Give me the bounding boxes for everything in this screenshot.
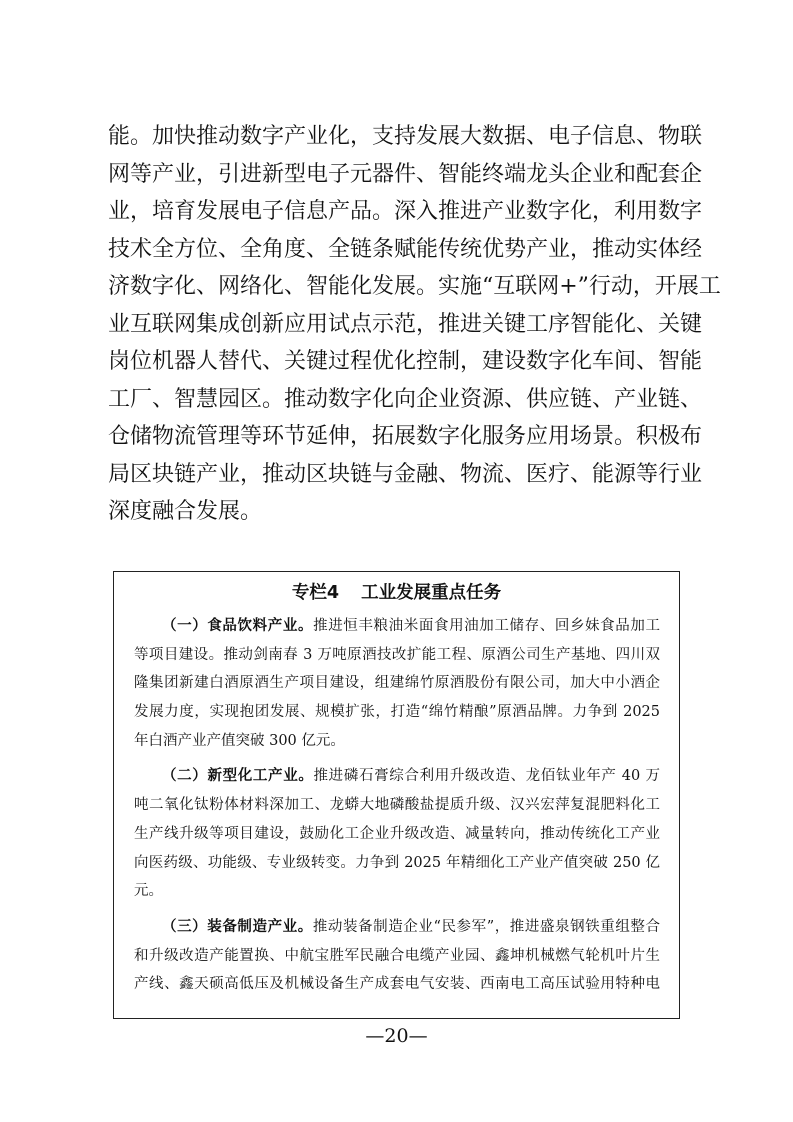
body-line: 局区块链产业，推动区块链与金融、物流、医疗、能源等行业 — [108, 461, 703, 487]
section-line: 元。 — [134, 883, 163, 900]
section-line: 发展力度，实现抱团发展、规模扩张，打造“绵竹精酿”原酒品牌。力争到 2025 — [134, 704, 660, 721]
body-line: 仓储物流管理等环节延伸，拓展数字化服务应用场景。积极布 — [108, 424, 703, 449]
section-first-line — [134, 612, 660, 641]
body-line: 深度融合发展。 — [108, 499, 263, 524]
section-line: 生产线升级等项目建设，鼓励化工企业升级改造、减量转向，推动传统化工产业 — [134, 825, 660, 842]
page-number: —20— — [365, 1025, 428, 1047]
body-text — [108, 118, 721, 531]
section-heading: （三）装备制造产业。 — [162, 918, 313, 935]
section-line: 等项目建设。推动剑南春 3 万吨原酒技改扩能工程、原酒公司生产基地、四川双 — [134, 646, 660, 663]
section-text: 推进磷石膏综合利用升级改造、龙佰钛业年产 40 万 — [313, 768, 661, 785]
section-first-line — [134, 762, 660, 791]
body-line: 网等产业，引进新型电子元器件、智能终端龙头企业和配套企 — [108, 161, 703, 187]
section-heading: （二）新型化工产业。 — [162, 768, 314, 785]
body-line: 业，培育发展电子信息产品。深入推进产业数字化，利用数字 — [108, 199, 703, 224]
section-line: 向医药级、功能级、专业级转变。力争到 2025 年精细化工产业产值突破 250 亿 — [134, 854, 660, 871]
column-box-label: 专栏4 — [291, 583, 340, 603]
column-box-heading: 工业发展重点任务 — [361, 583, 502, 603]
column-box — [113, 571, 680, 1019]
section-heading: （一）食品饮料产业。 — [162, 618, 314, 634]
section-line: 年白酒产业产值突破 300 亿元。 — [134, 732, 345, 749]
section-line: 吨二氧化钛粉体材料深加工、龙蟒大地磷酸盐提质升级、汉兴宏萍复混肥料化工 — [134, 797, 660, 814]
body-line: 业互联网集成创新应用试点示范，推进关键工序智能化、关键 — [108, 311, 703, 337]
section-first-line — [134, 913, 660, 942]
column-box-body — [134, 612, 660, 999]
section-line: 产线、鑫天硕高低压及机械设备生产成套电气安装、西南电工高压试验用特种电 — [134, 976, 660, 993]
section-line: 隆集团新建白酒原酒生产项目建设，组建绵竹原酒股份有限公司，加大中小酒企 — [134, 675, 660, 692]
body-line: 技术全方位、全角度、全链条赋能传统优势产业，推动实体经 — [108, 236, 703, 262]
section-text: 推进恒丰粮油米面食用油加工储存、回乡妹食品加工 — [313, 618, 660, 634]
body-line: 工厂、智慧园区。推动数字化向企业资源、供应链、产业链、 — [108, 386, 703, 412]
section-text: 推动装备制造企业“民参军”，推进盛泉钢铁重组整合 — [312, 918, 660, 935]
body-line: 能。加快推动数字产业化，支持发展大数据、电子信息、物联 — [108, 124, 703, 149]
body-line: 岗位机器人替代、关键过程优化控制，建设数字化车间、智能 — [108, 349, 703, 374]
body-line: 济数字化、网络化、智能化发展。实施“互联网+”行动，开展工 — [108, 274, 721, 299]
column-box-title — [114, 580, 679, 606]
section-line: 和升级改造产能置换、中航宝胜军民融合电缆产业园、鑫坤机械燃气轮机叶片生 — [134, 947, 660, 964]
